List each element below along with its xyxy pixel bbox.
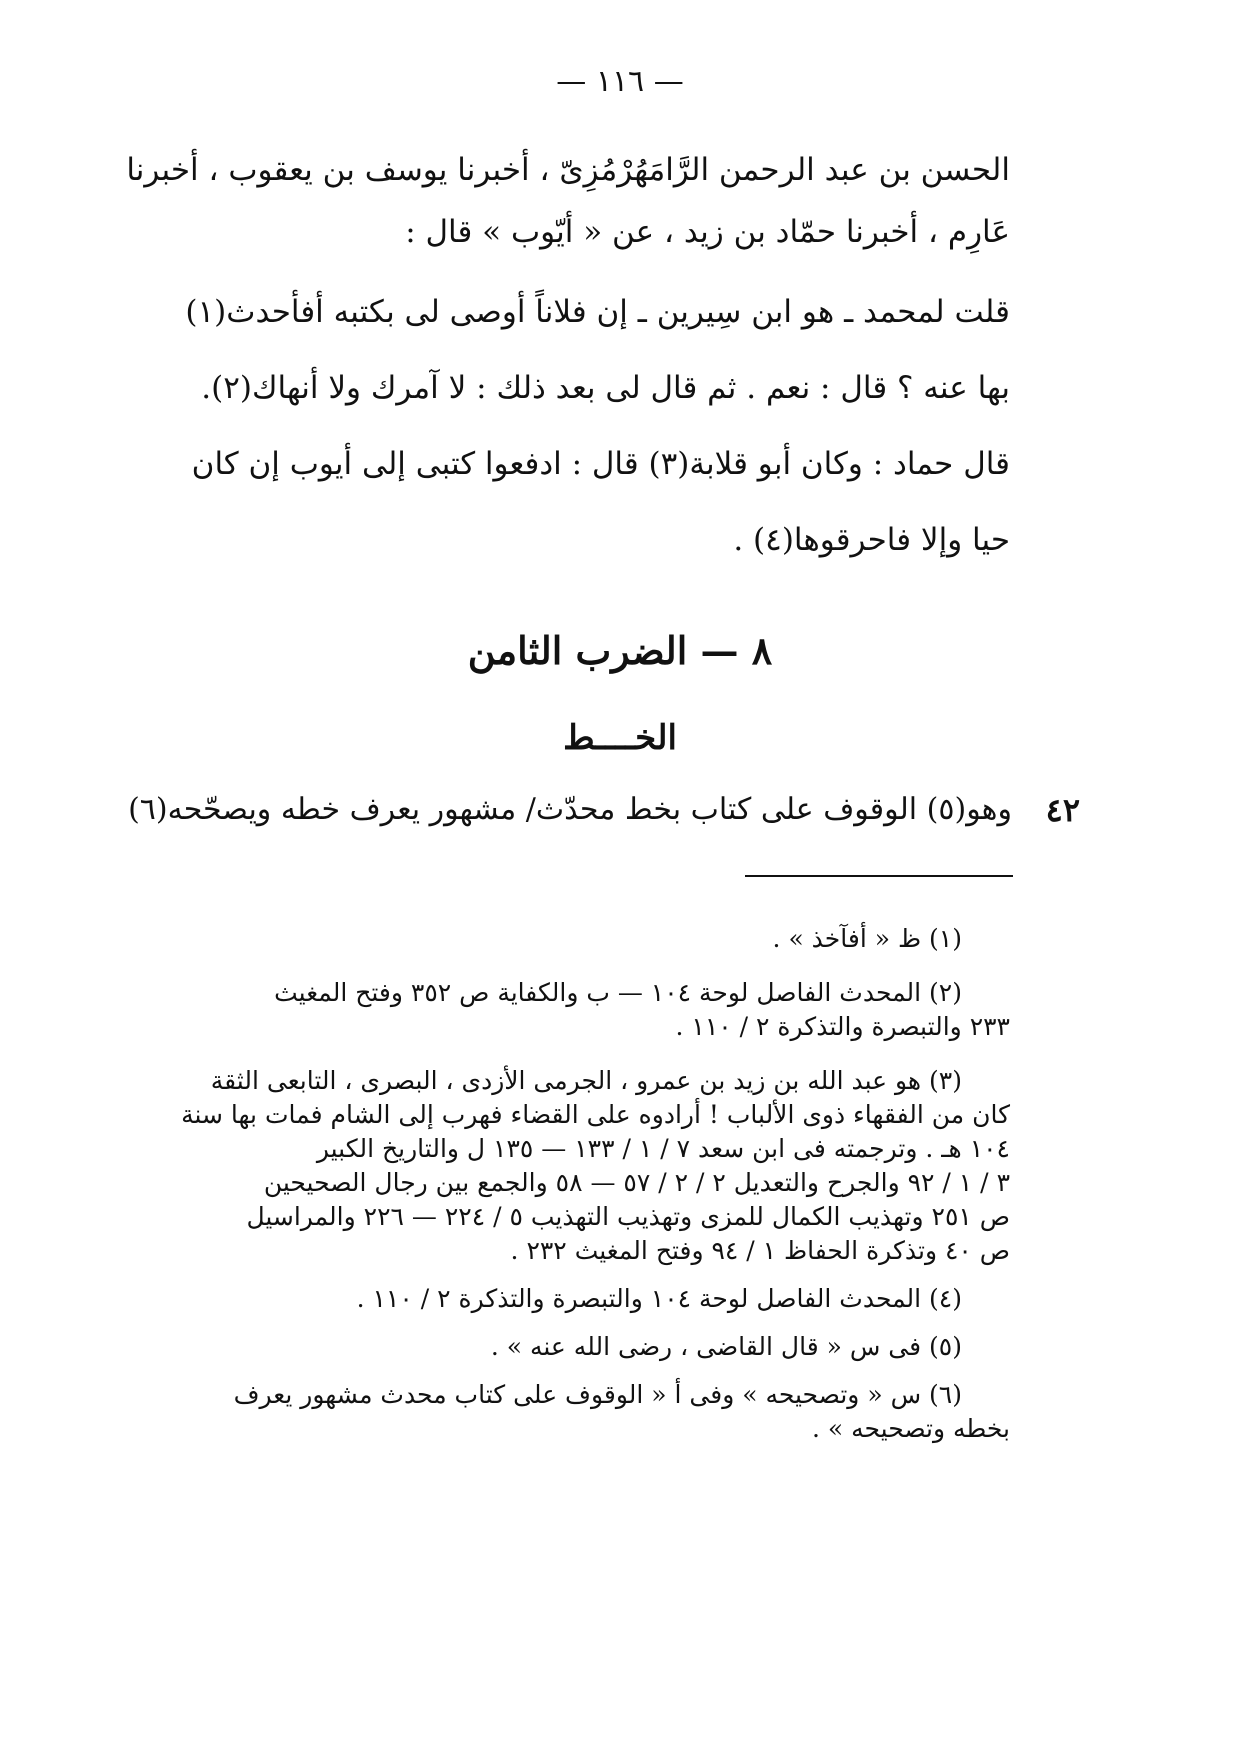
footnote-line: بخطه وتصحيحه » .	[811, 1414, 1010, 1443]
footnotes	[150, 922, 1010, 1446]
footnote-line: (٢) المحدث الفاصل لوحة ١٠٤ — ب والكفاية ص ٣٥٢ وفتح المغيث	[274, 978, 962, 1007]
isnad-line: عَارِم ، أخبرنا حمّاد بن زيد ، عن « أيّوب » قال :	[405, 214, 1010, 250]
footnote-line: ٢٣٣ والتبصرة والتذكرة ٢ / ١١٠ .	[675, 1012, 1010, 1041]
isnad-line: الحسن بن عبد الرحمن الرَّامَهُرْمُزِىّ ، أخبرنا يوسف بن يعقوب ، أخبرنا	[126, 152, 1010, 188]
entry-number: ٤٢	[1045, 791, 1080, 829]
entry-text: وهو(٥) الوقوف على كتاب بخط محدّث/ مشهور يعرف خطه ويصحّحه(٦)	[128, 792, 1012, 827]
section-subheading: الخــــط	[563, 718, 677, 758]
body-text	[126, 150, 1010, 560]
footnote-line: ص ٢٥١ وتهذيب الكمال للمزى وتهذيب التهذيب ٥ / ٢٢٤ — ٢٢٦ والمراسيل	[246, 1202, 1010, 1231]
footnote-divider	[745, 875, 1013, 877]
page-number: — ١١٦ —	[556, 64, 684, 99]
footnote-line: ص ٤٠ وتذكرة الحفاظ ١ / ٩٤ وفتح المغيث ٢٣٢ .	[510, 1236, 1010, 1265]
footnote-line: (٥) فى س « قال القاضى ، رضى الله عنه » .	[490, 1332, 962, 1361]
footnote-line: ٣ / ١ / ٩٢ والجرح والتعديل ٢ / ٢ / ٥٧ — ٥٨ والجمع بين رجال الصحيحين	[263, 1168, 1010, 1197]
footnote-line: (٣) هو عبد الله بن زيد بن عمرو ، الجرمى الأزدى ، البصرى ، التابعى الثقة	[210, 1066, 962, 1095]
footnote-line: (١) ظ « أفآخذ » .	[772, 924, 962, 953]
paragraph-line: قال حماد : وكان أبو قلابة(٣) قال : ادفعوا كتبى إلى أيوب إن كان	[191, 446, 1010, 482]
footnote-line: (٤) المحدث الفاصل لوحة ١٠٤ والتبصرة والتذكرة ٢ / ١١٠ .	[356, 1284, 962, 1313]
footnote-line: كان من الفقهاء ذوى الألباب ! أرادوه على القضاء فهرب إلى الشام فمات بها سنة	[181, 1100, 1010, 1129]
paragraph-line: قلت لمحمد ـ هو ابن سِيرين ـ إن فلاناً أوصى لى بكتبه أفأحدث(١)	[185, 294, 1010, 330]
paragraph-line: بها عنه ؟ قال : نعم . ثم قال لى بعد ذلك : لا آمرك ولا أنهاك(٢).	[201, 370, 1010, 406]
footnote-line: (٦) س « وتصحيحه » وفى أ « الوقوف على كتاب محدث مشهور يعرف	[233, 1380, 962, 1409]
footnote-line: ١٠٤ هـ . وترجمته فى ابن سعد ٧ / ١ / ١٣٣ — ١٣٥ ل والتاريخ الكبير	[316, 1134, 1010, 1163]
section-heading: ٨ — الضرب الثامن	[467, 628, 773, 673]
paragraph-line: حيا وإلا فاحرقوها(٤) .	[733, 522, 1010, 558]
